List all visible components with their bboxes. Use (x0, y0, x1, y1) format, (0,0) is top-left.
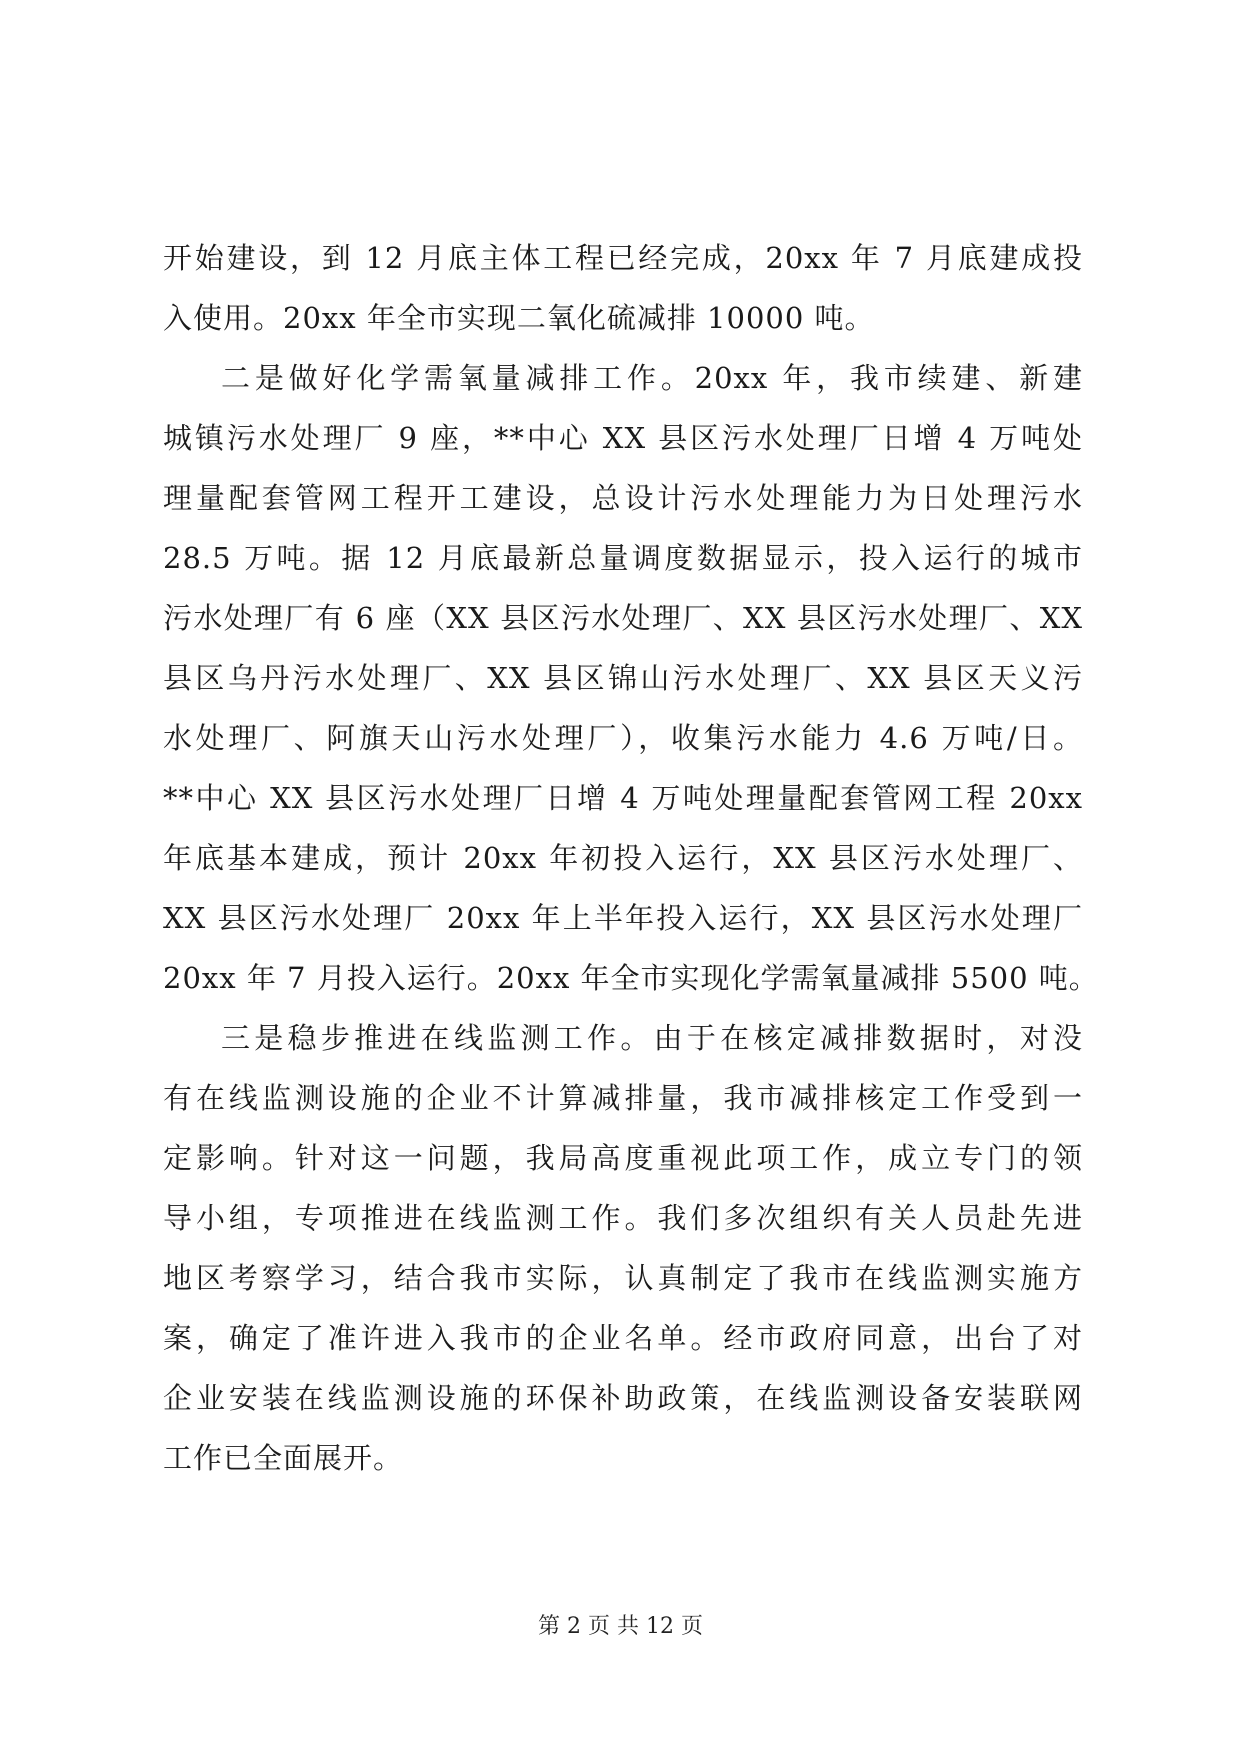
text-line: 有在线监测设施的企业不计算减排量，我市减排核定工作受到一 (163, 1081, 1083, 1115)
text-line: XX 县区污水处理厂 20xx 年上半年投入运行，XX 县区污水处理厂 (163, 901, 1083, 935)
text-line: 20xx 年 7 月投入运行。20xx 年全市实现化学需氧量减排 5500 吨。 (163, 961, 1099, 995)
text-line: 导小组，专项推进在线监测工作。我们多次组织有关人员赴先进 (163, 1201, 1083, 1235)
text-line: 案，确定了准许进入我市的企业名单。经市政府同意，出台了对 (163, 1321, 1083, 1355)
paragraph-2 (163, 348, 1099, 1008)
text-line: 工作已全面展开。 (163, 1441, 404, 1475)
text-line: 城镇污水处理厂 9 座，**中心 XX 县区污水处理厂日增 4 万吨处 (163, 421, 1083, 455)
page-number-footer: 第 2 页 共 12 页 (538, 1614, 703, 1639)
text-line: 三是稳步推进在线监测工作。由于在核定减排数据时，对没 (221, 1021, 1083, 1055)
text-line: 水处理厂、阿旗天山污水处理厂），收集污水能力 4.6 万吨/日。 (163, 721, 1083, 755)
text-line: **中心 XX 县区污水处理厂日增 4 万吨处理量配套管网工程 20xx (163, 781, 1083, 815)
text-line: 地区考察学习，结合我市实际，认真制定了我市在线监测实施方 (163, 1261, 1083, 1295)
text-line: 定影响。针对这一问题，我局高度重视此项工作，成立专门的领 (163, 1141, 1083, 1175)
paragraph-3 (163, 1008, 1083, 1488)
text-line: 28.5 万吨。据 12 月底最新总量调度数据显示，投入运行的城市 (163, 541, 1083, 575)
text-line: 二是做好化学需氧量减排工作。20xx 年，我市续建、新建 (221, 361, 1083, 395)
text-line: 年底基本建成，预计 20xx 年初投入运行，XX 县区污水处理厂、 (163, 841, 1083, 875)
paragraph-1 (163, 228, 1083, 348)
text-line: 企业安装在线监测设施的环保补助政策，在线监测设备安装联网 (163, 1381, 1083, 1415)
document-body (163, 228, 1099, 1488)
text-line: 入使用。20xx 年全市实现二氧化硫减排 10000 吨。 (163, 301, 875, 335)
text-line: 理量配套管网工程开工建设，总设计污水处理能力为日处理污水 (163, 481, 1083, 515)
text-line: 开始建设，到 12 月底主体工程已经完成，20xx 年 7 月底建成投 (163, 241, 1083, 275)
text-line: 县区乌丹污水处理厂、XX 县区锦山污水处理厂、XX 县区天义污 (163, 661, 1083, 695)
text-line: 污水处理厂有 6 座（XX 县区污水处理厂、XX 县区污水处理厂、XX (163, 601, 1083, 635)
